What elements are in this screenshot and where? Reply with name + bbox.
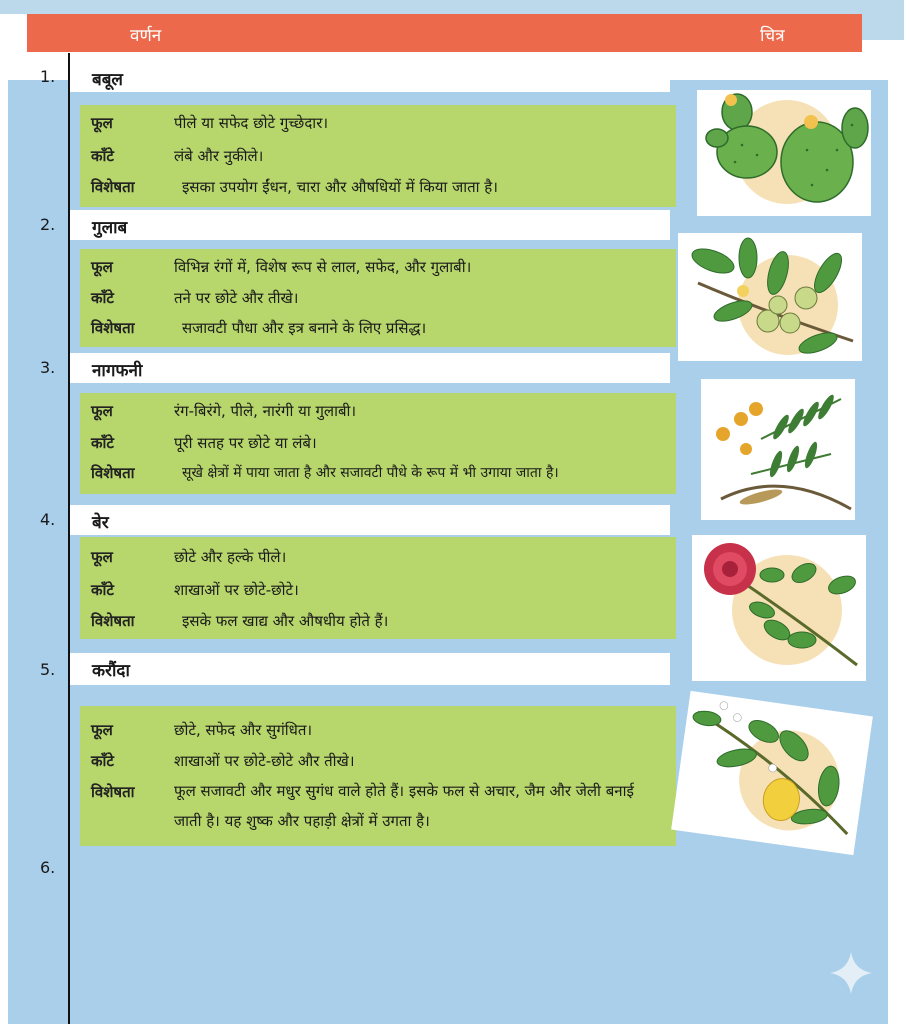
flower-label: फूल	[91, 258, 113, 276]
flower-value: छोटे और हल्के पीले।	[174, 548, 287, 566]
feature-value: इसके फल खाद्य और औषधीय होते हैं।	[182, 612, 389, 630]
plant-name: करौंदा	[92, 661, 130, 681]
thorn-value: लंबे और नुकीले।	[174, 147, 264, 165]
feature-value: सूखे क्षेत्रों में पाया जाता है और सजावटी पौधे के रूप में भी उगाया जाता है।	[182, 465, 559, 481]
plant-name-box	[70, 353, 670, 383]
header-picture: चित्र	[760, 26, 785, 46]
entry-number: 5.	[40, 660, 56, 679]
cactus-illustration	[697, 90, 871, 216]
thorn-value: तने पर छोटे और तीखे।	[174, 289, 299, 307]
plant-card-1	[80, 105, 676, 207]
feature-label: विशेषता	[91, 612, 135, 630]
thorn-value: शाखाओं पर छोटे-छोटे और तीखे।	[174, 752, 355, 770]
plant-name-box	[70, 62, 670, 92]
plant-card-5	[80, 706, 676, 846]
entry-number: 4.	[40, 510, 56, 529]
entry-number: 1.	[40, 67, 56, 86]
top-band-corner	[862, 14, 904, 40]
feature-value: सजावटी पौधा और इत्र बनाने के लिए प्रसिद्ध।	[182, 319, 427, 337]
plant-name-box	[70, 210, 670, 240]
entry-number: 2.	[40, 215, 56, 234]
thorn-label: काँटे	[91, 581, 114, 599]
number-column-divider	[68, 53, 70, 1024]
thorn-label: काँटे	[91, 289, 114, 307]
feature-label: विशेषता	[91, 319, 135, 337]
flower-label: फूल	[91, 548, 113, 566]
sparkle-icon	[828, 950, 874, 1000]
plant-name: नागफनी	[92, 361, 143, 381]
header-description: वर्णन	[130, 26, 162, 46]
entry-number: 6.	[40, 858, 56, 877]
flower-label: फूल	[91, 721, 113, 739]
thorn-value: शाखाओं पर छोटे-छोटे।	[174, 581, 299, 599]
thorn-label: काँटे	[91, 434, 114, 452]
feature-label: विशेषता	[91, 464, 135, 482]
plant-name: बबूल	[92, 70, 123, 90]
plant-name-box	[70, 505, 670, 535]
plant-card-3	[80, 393, 676, 494]
flower-value: रंग-बिरंगे, पीले, नारंगी या गुलाबी।	[174, 402, 357, 420]
entry-number: 3.	[40, 358, 56, 377]
flower-value: विभिन्न रंगों में, विशेष रूप से लाल, सफेद, और गुलाबी।	[174, 258, 472, 276]
flower-value: पीले या सफेद छोटे गुच्छेदार।	[174, 114, 329, 132]
flower-label: फूल	[91, 114, 113, 132]
plant-name-box	[70, 653, 670, 685]
top-band	[0, 0, 904, 14]
plant-name: गुलाब	[92, 218, 128, 238]
thorn-label: काँटे	[91, 752, 114, 770]
flower-label: फूल	[91, 402, 113, 420]
thorn-value: पूरी सतह पर छोटे या लंबे।	[174, 434, 317, 452]
plant-name: बेर	[92, 513, 109, 533]
feature-value: फूल सजावटी और मधुर सुगंध वाले होते हैं। इसके फल से अचार, जैम और जेली बनाई जाती है। यह शुष्क और पहाड़ी क्षेत्रों में उगता है।	[174, 782, 634, 830]
fruit-branch-illustration	[678, 233, 862, 361]
feature-label: विशेषता	[91, 783, 135, 801]
lemon-branch-illustration	[671, 691, 873, 855]
feature-value: इसका उपयोग ईंधन, चारा और औषधियों में किया जाता है।	[182, 178, 498, 196]
acacia-branch-illustration	[701, 379, 855, 520]
thorn-label: काँटे	[91, 147, 114, 165]
rose-illustration	[692, 535, 866, 681]
plant-card-4	[80, 537, 676, 639]
plant-card-2	[80, 249, 676, 347]
flower-value: छोटे, सफेद और सुगंधित।	[174, 721, 313, 739]
feature-label: विशेषता	[91, 178, 135, 196]
table-header	[27, 14, 862, 52]
